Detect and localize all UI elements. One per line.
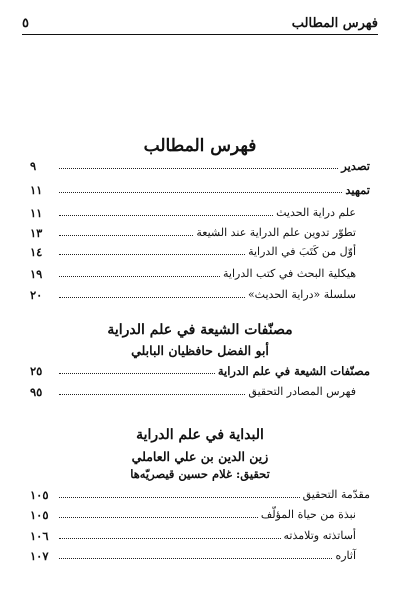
toc-entry-label: آثاره bbox=[335, 549, 356, 562]
toc-entry-page: ٩ bbox=[30, 159, 37, 173]
toc-entry-label: مقدّمة التحقيق bbox=[302, 488, 370, 501]
toc-entry-page: ١٠٦ bbox=[30, 529, 49, 543]
toc-entry-page: ١٣ bbox=[30, 226, 43, 240]
toc-entry-label: تصدير bbox=[341, 159, 370, 173]
toc-entry-label: نبذة من حياة المؤلّف bbox=[260, 508, 356, 521]
dot-leader bbox=[59, 168, 338, 169]
toc-entry bbox=[30, 243, 370, 259]
dot-leader bbox=[59, 297, 245, 298]
toc-entry-page: ٢٠ bbox=[30, 288, 43, 302]
toc-entry-page: ١٠٥ bbox=[30, 508, 49, 522]
dot-leader bbox=[59, 497, 300, 498]
running-header bbox=[22, 12, 378, 35]
book1-author: أبو الفضل حافظيان البابلي bbox=[131, 343, 269, 358]
toc-entry-label: أوّل من كَتَبَ في الدراية bbox=[248, 245, 356, 258]
toc-entry-label: أساتذته وتلامذته bbox=[283, 529, 356, 542]
toc-entry bbox=[30, 506, 370, 522]
toc-entry bbox=[30, 383, 370, 399]
toc-entry bbox=[30, 547, 370, 563]
book2-title: البداية في علم الدراية bbox=[136, 427, 264, 443]
index-title: فهرس المطالب bbox=[143, 136, 257, 156]
toc-entry bbox=[30, 181, 370, 197]
dot-leader bbox=[59, 558, 332, 559]
book2-editor: تحقيق: غلام حسين قيصريّه‌ها bbox=[130, 467, 270, 481]
toc-entry-label: فهرس المصادر التحقيق bbox=[248, 385, 356, 398]
dot-leader bbox=[59, 394, 245, 395]
toc-entry-label: سلسلة «دراية الحديث» bbox=[247, 288, 356, 301]
toc-entry-page: ٢٥ bbox=[30, 364, 43, 378]
dot-leader bbox=[59, 192, 342, 193]
toc-entry-label: هيكلية البحث في كتب الدراية bbox=[223, 267, 356, 280]
toc-entry-page: ١٤ bbox=[30, 245, 43, 259]
book2-author: زين الدين بن علي العاملي bbox=[131, 449, 269, 464]
toc-entry-page: ١٠٧ bbox=[30, 549, 49, 563]
dot-leader bbox=[59, 235, 193, 236]
dot-leader bbox=[59, 373, 215, 374]
book1-title: مصنّفات الشيعة في علم الدراية bbox=[107, 322, 293, 338]
toc-entry-label: علم دراية الحديث bbox=[276, 206, 356, 219]
page-number: ٥ bbox=[22, 15, 29, 31]
dot-leader bbox=[59, 215, 273, 216]
toc-entry-page: ١٠٥ bbox=[30, 488, 49, 502]
toc-entry-page: ١٩ bbox=[30, 267, 43, 281]
toc-entry-page: ١١ bbox=[30, 183, 43, 197]
toc-entry bbox=[30, 527, 370, 543]
toc-entry-label: تطوّر تدوين علم الدراية عند الشيعة bbox=[196, 226, 356, 239]
dot-leader bbox=[59, 254, 245, 255]
dot-leader bbox=[59, 517, 258, 518]
running-title: فهرس المطالب bbox=[291, 15, 378, 31]
toc-entry-page: ١١ bbox=[30, 206, 43, 220]
toc-entry bbox=[30, 204, 370, 220]
dot-leader bbox=[59, 538, 281, 539]
toc-entry bbox=[30, 157, 370, 173]
toc-entry bbox=[30, 486, 370, 502]
toc-entry-label: مصنّفات الشيعة في علم الدراية bbox=[217, 364, 370, 378]
toc-entry bbox=[30, 224, 370, 240]
toc-entry bbox=[30, 362, 370, 378]
toc-entry bbox=[30, 286, 370, 302]
dot-leader bbox=[59, 276, 220, 277]
toc-entry-page: ٩٥ bbox=[30, 385, 43, 399]
toc-entry bbox=[30, 265, 370, 281]
toc-entry-label: تمهيد bbox=[345, 183, 370, 197]
